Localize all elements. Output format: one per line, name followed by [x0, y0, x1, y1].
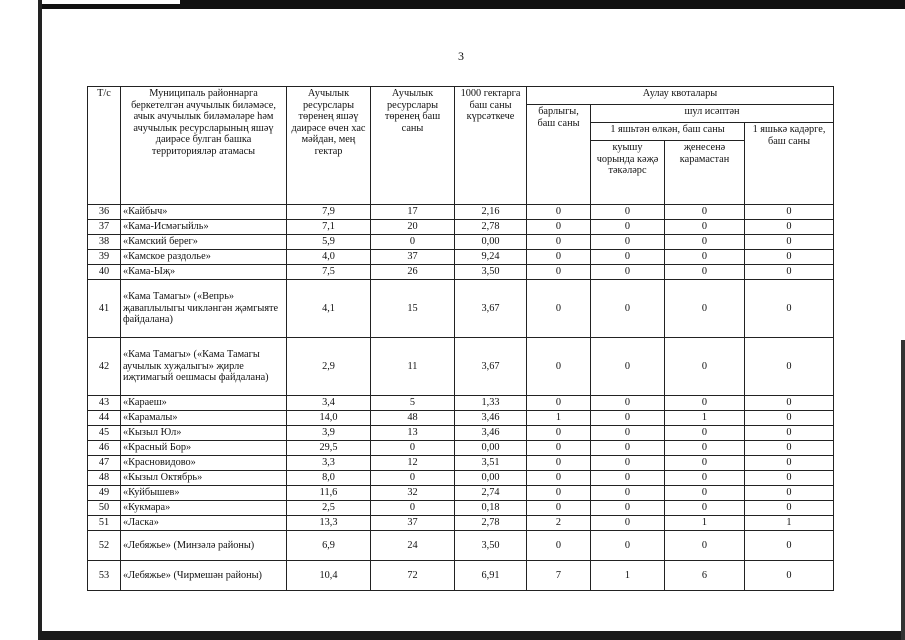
cell-female: 0	[665, 486, 745, 501]
cell-count: 0	[371, 471, 455, 486]
cell-n: 36	[88, 205, 121, 220]
cell-young: 0	[745, 396, 834, 411]
cell-density: 3,67	[455, 338, 527, 396]
table-row	[88, 531, 834, 561]
cell-name: «Кайбыч»	[121, 205, 287, 220]
cell-female: 1	[665, 516, 745, 531]
table-row	[88, 235, 834, 250]
cell-count: 15	[371, 280, 455, 338]
cell-density: 0,00	[455, 471, 527, 486]
cell-density: 3,50	[455, 265, 527, 280]
table-body	[88, 205, 834, 591]
cell-total: 7	[527, 561, 591, 591]
cell-male: 0	[591, 441, 665, 456]
cell-total: 0	[527, 426, 591, 441]
cell-total: 0	[527, 205, 591, 220]
cell-total: 0	[527, 441, 591, 456]
cell-area: 11,6	[287, 486, 371, 501]
cell-density: 3,46	[455, 426, 527, 441]
cell-total: 0	[527, 456, 591, 471]
cell-name: «Красновидово»	[121, 456, 287, 471]
cell-density: 3,46	[455, 411, 527, 426]
cell-female: 0	[665, 501, 745, 516]
cell-density: 6,91	[455, 561, 527, 591]
header-count: Аучылык ресурслары төренең баш саны	[371, 87, 455, 205]
cell-density: 9,24	[455, 250, 527, 265]
cell-area: 3,9	[287, 426, 371, 441]
cell-young: 1	[745, 516, 834, 531]
header-quota-group: Аулау квоталары	[527, 87, 834, 105]
cell-name: «Красный Бор»	[121, 441, 287, 456]
cell-young: 0	[745, 501, 834, 516]
cell-female: 0	[665, 220, 745, 235]
cell-total: 0	[527, 220, 591, 235]
cell-male: 0	[591, 471, 665, 486]
cell-n: 49	[88, 486, 121, 501]
cell-n: 51	[88, 516, 121, 531]
cell-n: 53	[88, 561, 121, 591]
cell-n: 48	[88, 471, 121, 486]
cell-male: 0	[591, 220, 665, 235]
cell-total: 2	[527, 516, 591, 531]
cell-total: 0	[527, 501, 591, 516]
cell-n: 47	[88, 456, 121, 471]
cell-name: «Ласка»	[121, 516, 287, 531]
scan-left-edge	[38, 0, 42, 640]
table-row	[88, 396, 834, 411]
cell-young: 0	[745, 426, 834, 441]
cell-young: 0	[745, 561, 834, 591]
header-total: барлыгы, баш саны	[527, 105, 591, 205]
cell-young: 0	[745, 250, 834, 265]
cell-young: 0	[745, 531, 834, 561]
cell-male: 0	[591, 456, 665, 471]
cell-total: 0	[527, 280, 591, 338]
table-row	[88, 561, 834, 591]
cell-name: «Камский берег»	[121, 235, 287, 250]
header-female: җенесенә карамастан	[665, 141, 745, 205]
cell-area: 29,5	[287, 441, 371, 456]
cell-young: 0	[745, 205, 834, 220]
table-row	[88, 441, 834, 456]
cell-area: 4,1	[287, 280, 371, 338]
cell-young: 0	[745, 456, 834, 471]
header-density: 1000 гектарга баш саны күрсәткече	[455, 87, 527, 205]
cell-young: 0	[745, 220, 834, 235]
cell-area: 13,3	[287, 516, 371, 531]
cell-count: 72	[371, 561, 455, 591]
cell-density: 2,78	[455, 220, 527, 235]
cell-name: «Кызыл Октябрь»	[121, 471, 287, 486]
table-row	[88, 338, 834, 396]
cell-n: 37	[88, 220, 121, 235]
cell-male: 0	[591, 396, 665, 411]
cell-count: 26	[371, 265, 455, 280]
cell-young: 0	[745, 411, 834, 426]
cell-count: 32	[371, 486, 455, 501]
cell-count: 0	[371, 441, 455, 456]
cell-area: 8,0	[287, 471, 371, 486]
cell-n: 40	[88, 265, 121, 280]
cell-female: 0	[665, 426, 745, 441]
table-row	[88, 471, 834, 486]
cell-female: 0	[665, 396, 745, 411]
cell-young: 0	[745, 265, 834, 280]
cell-area: 3,3	[287, 456, 371, 471]
cell-male: 0	[591, 338, 665, 396]
cell-count: 13	[371, 426, 455, 441]
cell-female: 0	[665, 280, 745, 338]
cell-male: 1	[591, 561, 665, 591]
cell-total: 0	[527, 531, 591, 561]
cell-n: 50	[88, 501, 121, 516]
cell-young: 0	[745, 338, 834, 396]
cell-male: 0	[591, 426, 665, 441]
scan-bottom-edge	[40, 631, 905, 640]
table-row	[88, 205, 834, 220]
cell-young: 0	[745, 471, 834, 486]
cell-female: 0	[665, 456, 745, 471]
cell-total: 0	[527, 338, 591, 396]
cell-male: 0	[591, 250, 665, 265]
cell-count: 5	[371, 396, 455, 411]
cell-area: 14,0	[287, 411, 371, 426]
cell-female: 0	[665, 235, 745, 250]
cell-density: 2,16	[455, 205, 527, 220]
cell-area: 4,0	[287, 250, 371, 265]
cell-count: 20	[371, 220, 455, 235]
cell-female: 0	[665, 531, 745, 561]
cell-total: 0	[527, 265, 591, 280]
table-row	[88, 220, 834, 235]
table-row	[88, 411, 834, 426]
cell-n: 52	[88, 531, 121, 561]
cell-count: 0	[371, 235, 455, 250]
cell-area: 7,1	[287, 220, 371, 235]
header-area: Аучылык ресурслары төренең яшәү даирәсе өчен хас мәйдан, мең гектар	[287, 87, 371, 205]
cell-density: 0,00	[455, 441, 527, 456]
cell-density: 0,18	[455, 501, 527, 516]
table-row	[88, 426, 834, 441]
header-younger: 1 яшькә кадәрге, баш саны	[745, 123, 834, 205]
cell-male: 0	[591, 486, 665, 501]
table-row	[88, 501, 834, 516]
cell-name: «Кама-Ыҗ»	[121, 265, 287, 280]
cell-density: 1,33	[455, 396, 527, 411]
table-row	[88, 280, 834, 338]
table-row	[88, 516, 834, 531]
cell-count: 24	[371, 531, 455, 561]
table-row	[88, 265, 834, 280]
cell-area: 2,9	[287, 338, 371, 396]
cell-name: «Камское раздолье»	[121, 250, 287, 265]
cell-count: 12	[371, 456, 455, 471]
cell-total: 0	[527, 486, 591, 501]
table-row	[88, 486, 834, 501]
cell-male: 0	[591, 531, 665, 561]
cell-name: «Кукмара»	[121, 501, 287, 516]
cell-total: 0	[527, 471, 591, 486]
cell-female: 0	[665, 205, 745, 220]
page-number: 3	[458, 49, 464, 63]
cell-name: «Кама-Исмәгыйль»	[121, 220, 287, 235]
header-name: Муниципаль районнарга беркетелгән ачучылык биләмәсе, ачык ачучылык биләмәләре һәм ачучылык ресурсларының яшәү даирәсе булган башка территорияләр атамасы	[121, 87, 287, 205]
cell-name: «Кама Тамагы» («Вепрь» җаваплылыгы чикләнгән җәмгыяте файдалана)	[121, 280, 287, 338]
cell-n: 44	[88, 411, 121, 426]
cell-male: 0	[591, 235, 665, 250]
cell-male: 0	[591, 516, 665, 531]
cell-total: 0	[527, 250, 591, 265]
cell-total: 1	[527, 411, 591, 426]
cell-male: 0	[591, 205, 665, 220]
cell-name: «Карамалы»	[121, 411, 287, 426]
cell-young: 0	[745, 235, 834, 250]
cell-count: 37	[371, 516, 455, 531]
table-row	[88, 250, 834, 265]
cell-female: 0	[665, 250, 745, 265]
cell-density: 2,78	[455, 516, 527, 531]
cell-female: 0	[665, 471, 745, 486]
cell-n: 41	[88, 280, 121, 338]
cell-female: 0	[665, 265, 745, 280]
cell-n: 46	[88, 441, 121, 456]
cell-name: «Лебяжье» (Минзәлә районы)	[121, 531, 287, 561]
cell-young: 0	[745, 486, 834, 501]
cell-total: 0	[527, 235, 591, 250]
cell-name: «Кама Тамагы» («Кама Тамагы аучылык хуҗалыгы» җирле иҗтимагый оешмасы файдалана)	[121, 338, 287, 396]
cell-name: «Кызыл Юл»	[121, 426, 287, 441]
cell-area: 6,9	[287, 531, 371, 561]
cell-n: 39	[88, 250, 121, 265]
cell-n: 45	[88, 426, 121, 441]
cell-male: 0	[591, 501, 665, 516]
scan-top-gap	[40, 0, 180, 4]
cell-area: 10,4	[287, 561, 371, 591]
cell-n: 43	[88, 396, 121, 411]
cell-area: 3,4	[287, 396, 371, 411]
cell-area: 2,5	[287, 501, 371, 516]
cell-density: 0,00	[455, 235, 527, 250]
header-tc: Т/с	[88, 87, 121, 205]
cell-n: 42	[88, 338, 121, 396]
cell-female: 0	[665, 441, 745, 456]
cell-female: 6	[665, 561, 745, 591]
cell-area: 7,5	[287, 265, 371, 280]
cell-young: 0	[745, 441, 834, 456]
hunting-quota-table	[87, 86, 834, 591]
cell-count: 37	[371, 250, 455, 265]
cell-total: 0	[527, 396, 591, 411]
cell-count: 0	[371, 501, 455, 516]
header-male: куышу чорында кәҗә тәкәләрс	[591, 141, 665, 205]
cell-density: 2,74	[455, 486, 527, 501]
cell-n: 38	[88, 235, 121, 250]
cell-female: 1	[665, 411, 745, 426]
cell-male: 0	[591, 265, 665, 280]
cell-name: «Лебяжье» (Чирмешән районы)	[121, 561, 287, 591]
cell-young: 0	[745, 280, 834, 338]
header-including: шул исәптән	[591, 105, 834, 123]
cell-female: 0	[665, 338, 745, 396]
cell-area: 7,9	[287, 205, 371, 220]
table-row	[88, 456, 834, 471]
cell-density: 3,51	[455, 456, 527, 471]
scan-right-edge	[901, 340, 905, 640]
cell-male: 0	[591, 280, 665, 338]
cell-count: 17	[371, 205, 455, 220]
cell-count: 48	[371, 411, 455, 426]
cell-male: 0	[591, 411, 665, 426]
cell-density: 3,50	[455, 531, 527, 561]
cell-name: «Куйбышев»	[121, 486, 287, 501]
cell-density: 3,67	[455, 280, 527, 338]
header-older: 1 яшьтән өлкән, баш саны	[591, 123, 745, 141]
cell-count: 11	[371, 338, 455, 396]
cell-name: «Караеш»	[121, 396, 287, 411]
cell-area: 5,9	[287, 235, 371, 250]
